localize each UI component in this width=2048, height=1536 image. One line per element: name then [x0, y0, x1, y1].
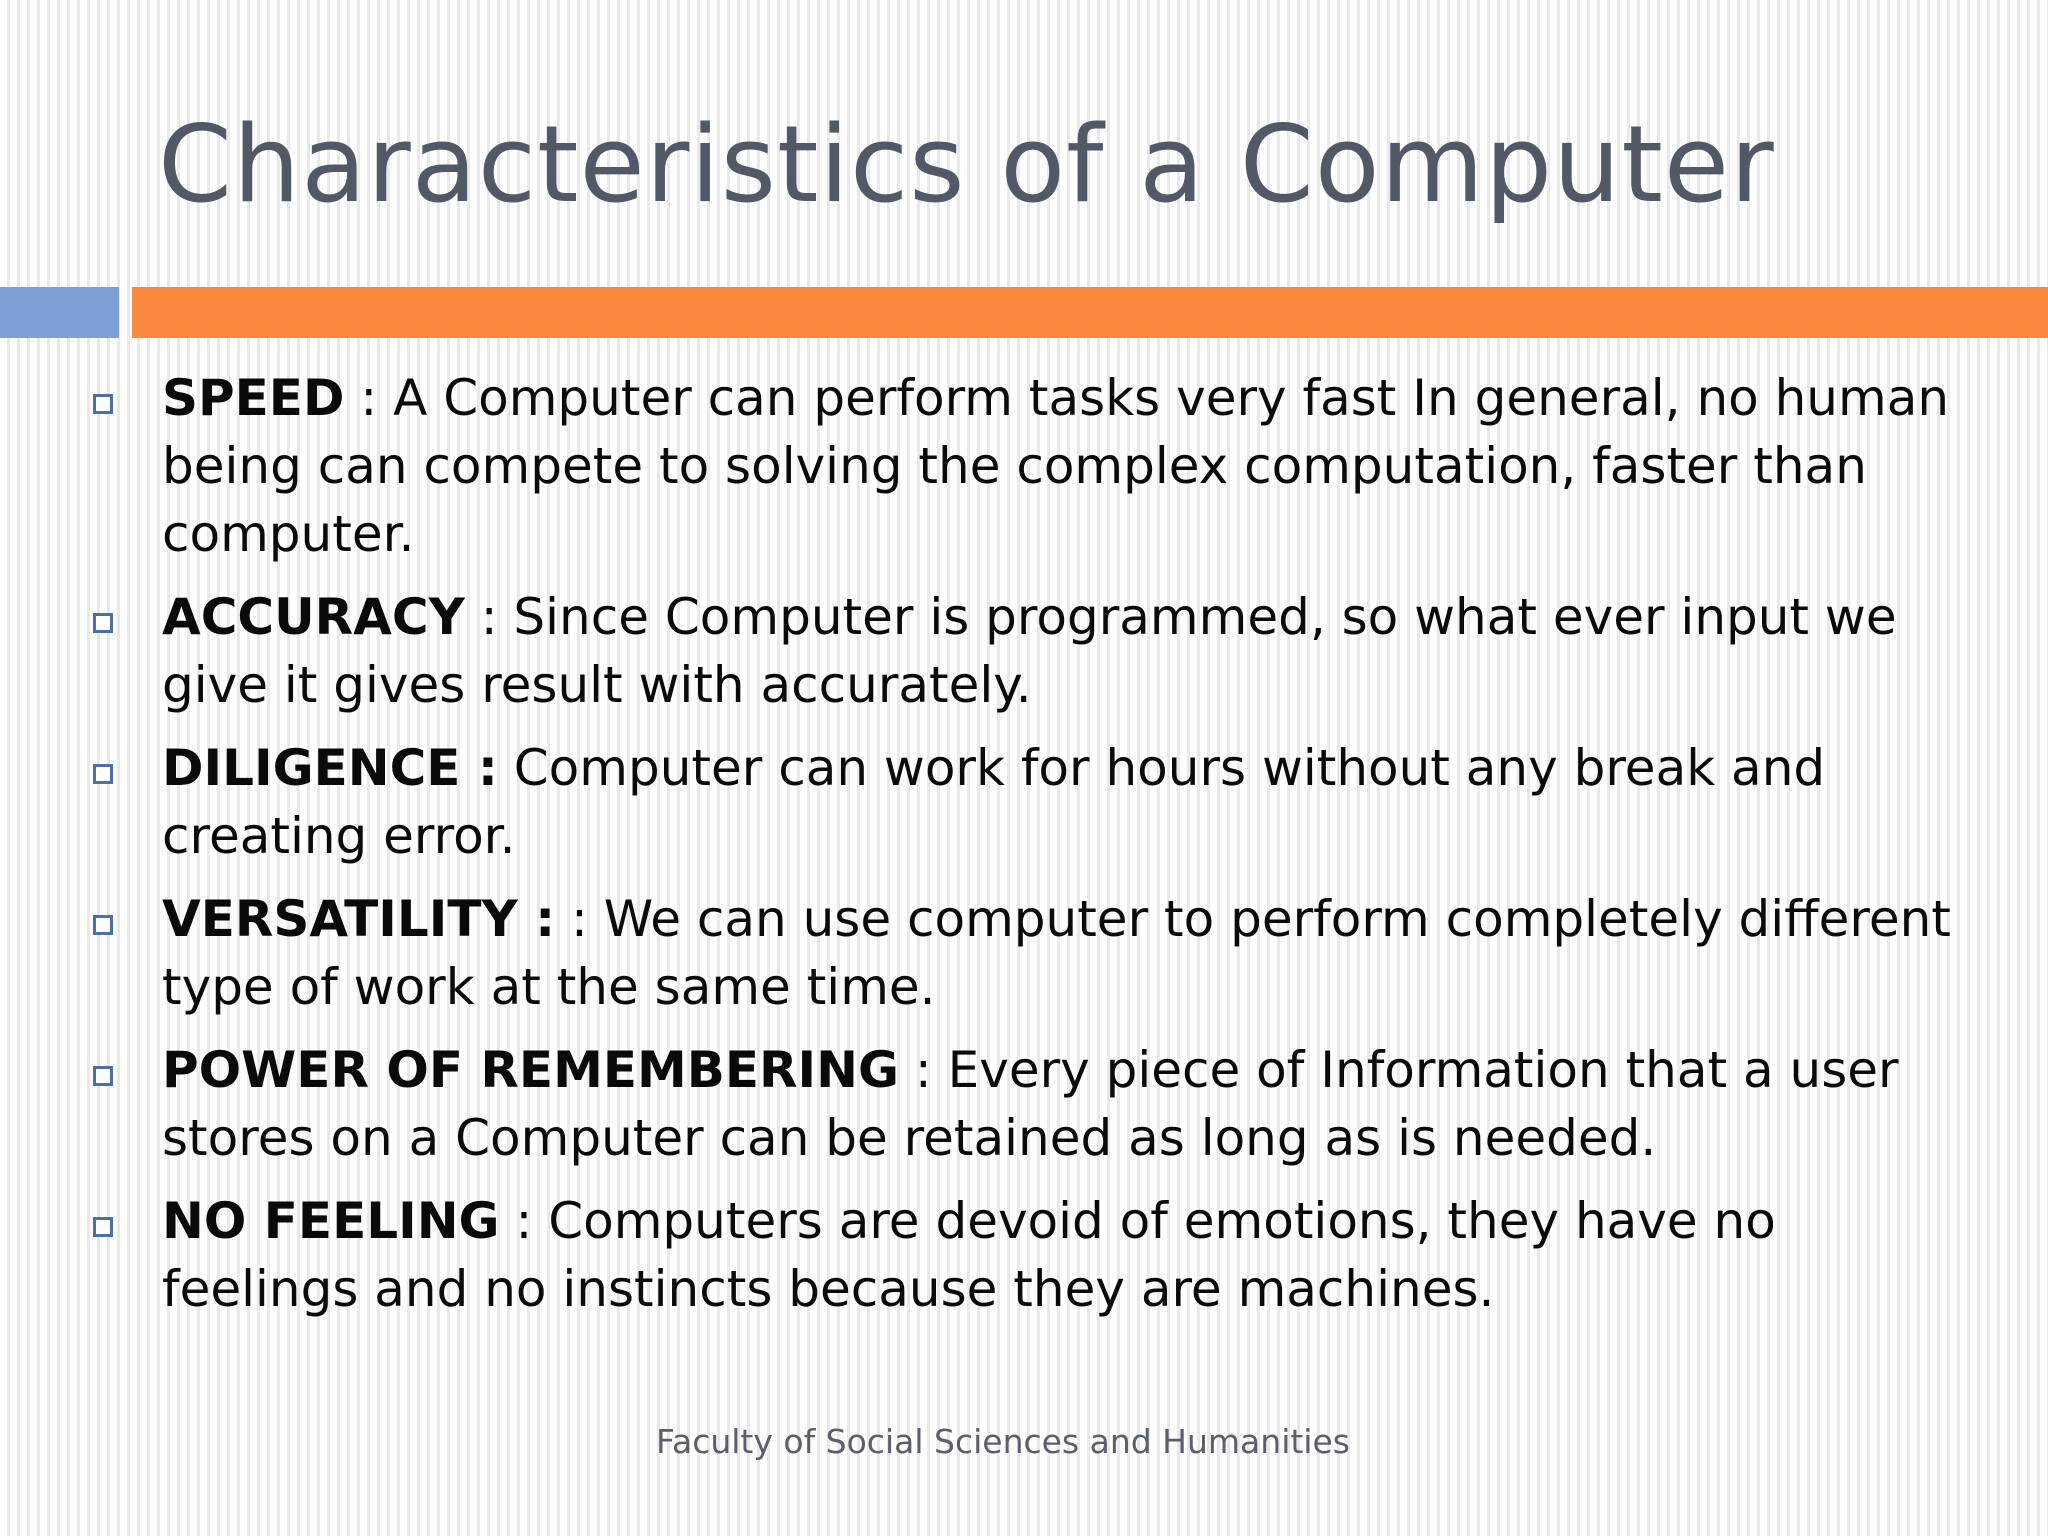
- bullet-term: VERSATILITY :: [162, 890, 556, 948]
- bullet-term: SPEED: [162, 369, 345, 427]
- bullet-term: ACCURACY: [162, 588, 465, 646]
- hollow-square-bullet-icon: [93, 1066, 113, 1086]
- hollow-square-bullet-icon: [93, 394, 113, 414]
- slide-title: Characteristics of a Computer: [158, 103, 1775, 226]
- bullet-text: : Every piece of Information that a user stores on a Computer can be retained as long as is needed.: [162, 1041, 1899, 1167]
- bullet-text: : Computers are devoid of emotions, they have no feelings and no instincts because they are machines.: [162, 1192, 1776, 1318]
- accent-bar-orange: [132, 287, 2048, 338]
- bullet-term: DILIGENCE :: [162, 739, 498, 797]
- bullet-term: POWER OF REMEMBERING: [162, 1041, 900, 1099]
- bullet-text: Computer can work for hours without any break and creating error.: [162, 739, 1826, 865]
- bullet-item-speed: [86, 364, 1986, 568]
- bullet-item-versatility: [86, 885, 1986, 1021]
- hollow-square-bullet-icon: [93, 1217, 113, 1237]
- bullet-text: : A Computer can perform tasks very fast In general, no human being can compete to solving the complex computation, faster than computer.: [162, 369, 1950, 563]
- bullet-item-diligence: [86, 734, 1986, 870]
- hollow-square-bullet-icon: [93, 764, 113, 784]
- accent-bar-blue: [0, 287, 119, 338]
- bullet-text: : We can use computer to perform completely different type of work at the same time.: [162, 890, 1951, 1016]
- slide-footer: Faculty of Social Sciences and Humanities: [656, 1422, 1350, 1461]
- bullet-item-accuracy: [86, 583, 1986, 719]
- bullet-text: : Since Computer is programmed, so what ever input we give it gives result with accurately.: [162, 588, 1897, 714]
- hollow-square-bullet-icon: [93, 613, 113, 633]
- bullet-list: [86, 364, 1986, 1338]
- bullet-item-power-of-remembering: [86, 1036, 1986, 1172]
- hollow-square-bullet-icon: [93, 915, 113, 935]
- bullet-term: NO FEELING: [162, 1192, 500, 1250]
- bullet-item-no-feeling: [86, 1187, 1986, 1323]
